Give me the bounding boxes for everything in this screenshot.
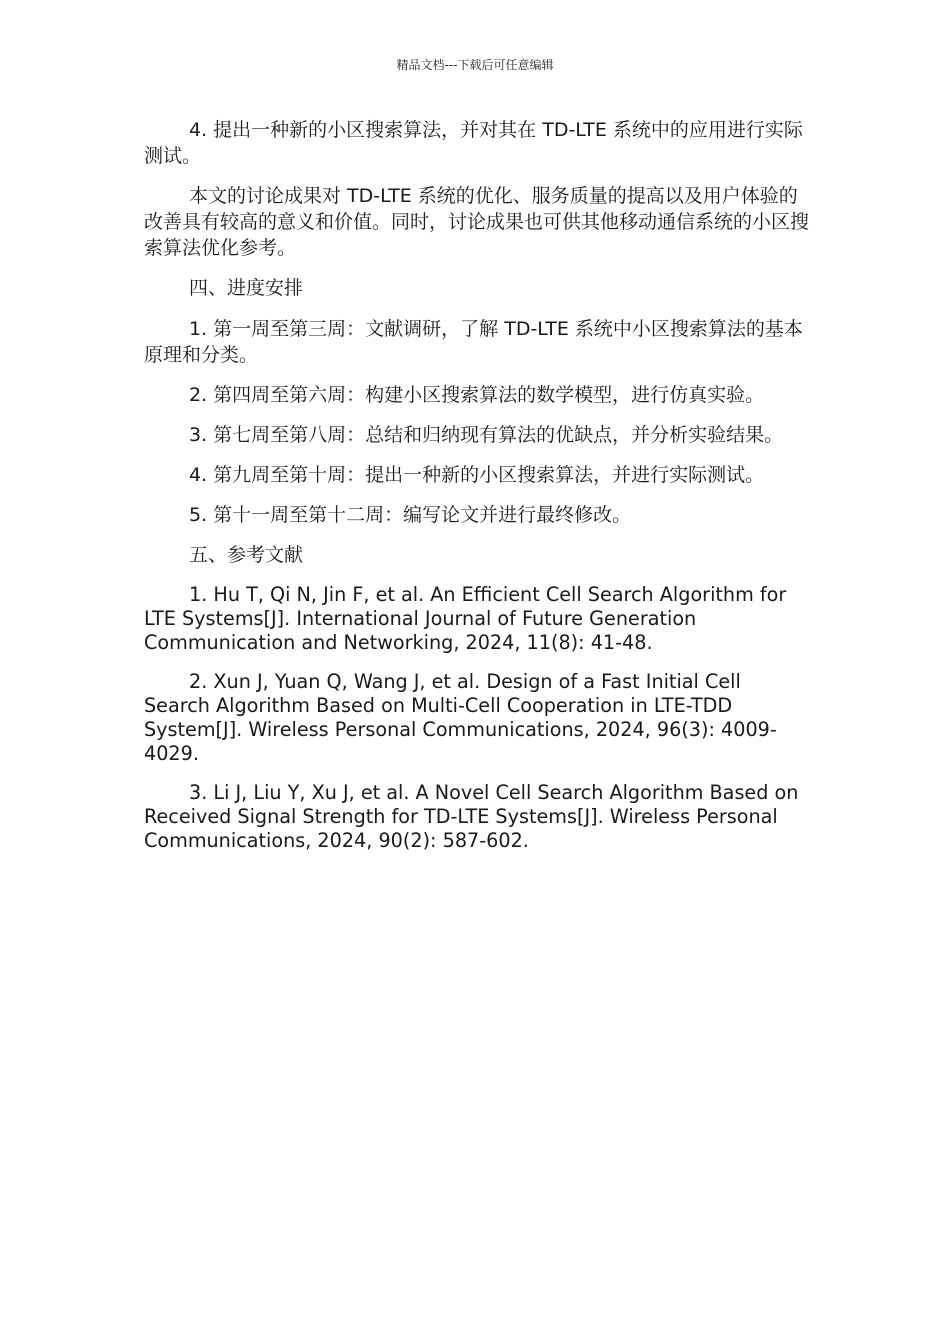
schedule-item: 3. 第七周至第八周：总结和归纳现有算法的优缺点，并分析实验结果。 (189, 424, 784, 446)
reference-item: 1. Hu T, Qi N, Jin F, et al. An Efficient Cell Search Algorithm for LTE Systems[J]. International Journal of Future Generation Communication and Networking, 2024, 11(8): 41-48. (144, 583, 787, 654)
reference-item: 3. Li J, Liu Y, Xu J, et al. A Novel Cell Search Algorithm Based on Received Signal Strength for TD-LTE Systems[J]. Wireless Personal Communications, 2024, 90(2): 587-602. (144, 781, 799, 852)
body-paragraph-objective-4: 4. 提出一种新的小区搜索算法，并对其在 TD-LTE 系统中的应用进行实际测试。 (144, 119, 803, 167)
page-header: 精品文档---下载后可任意编辑 (396, 58, 554, 72)
reference-item: 2. Xun J, Yuan Q, Wang J, et al. Design of a Fast Initial Cell Search Algorithm Based on Multi-Cell Cooperation in LTE-TDD System[J]. Wireless Personal Communications, 2024, 96(3): 4009-4029. (144, 670, 777, 765)
section-heading-schedule: 四、进度安排 (189, 277, 304, 299)
schedule-item: 1. 第一周至第三周：文献调研，了解 TD-LTE 系统中小区搜索算法的基本原理和分类。 (144, 318, 803, 366)
schedule-item: 4. 第九周至第十周：提出一种新的小区搜索算法，并进行实际测试。 (189, 464, 765, 486)
schedule-item: 2. 第四周至第六周：构建小区搜索算法的数学模型，进行仿真实验。 (189, 384, 765, 406)
section-heading-references: 五、参考文献 (189, 544, 304, 566)
schedule-item: 5. 第十一周至第十二周：编写论文并进行最终修改。 (189, 504, 632, 526)
body-paragraph-significance: 本文的讨论成果对 TD-LTE 系统的优化、服务质量的提高以及用户体验的改善具有较高的意义和价值。同时，讨论成果也可供其他移动通信系统的小区搜索算法优化参考。 (144, 185, 810, 259)
document-body (144, 117, 812, 868)
